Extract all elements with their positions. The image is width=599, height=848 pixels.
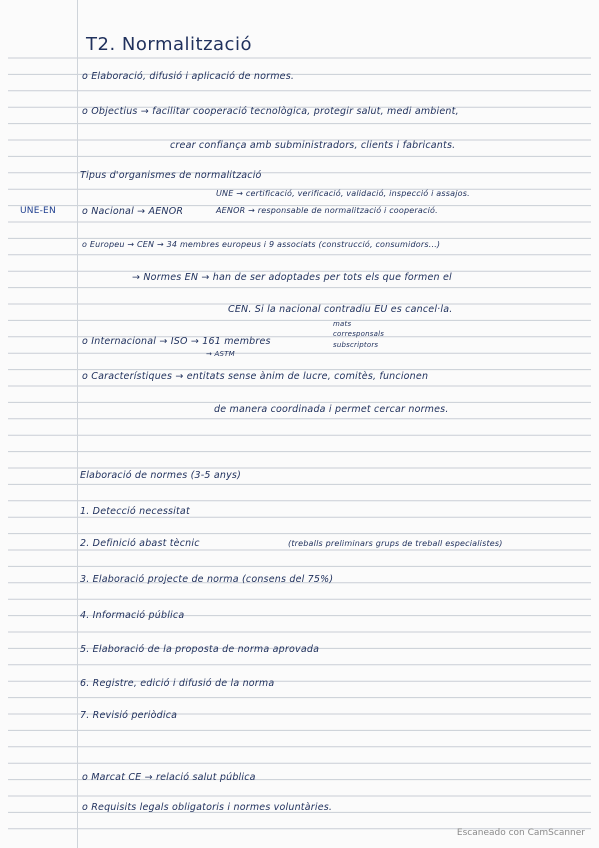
step-line: 6. Registre, edició i difusió de la norma xyxy=(80,678,275,689)
section-heading: Tipus d'organismes de normalització xyxy=(80,170,262,181)
note-line: UNE → certificació, verificació, validació, inspecció i assajos. xyxy=(216,189,470,198)
note-line: o Nacional → AENOR xyxy=(82,206,184,217)
step-line: 7. Revisió periòdica xyxy=(80,710,178,721)
note-line: (treballs preliminars grups de treball especialistes) xyxy=(288,539,503,548)
note-line: o Requisits legals obligatoris i normes voluntàries. xyxy=(82,802,333,813)
side-label: UNE-EN xyxy=(20,206,56,216)
scanner-watermark: Escaneado con CamScanner xyxy=(456,828,585,838)
note-line: o Objectius → facilitar cooperació tecnològica, protegir salut, medi ambient, xyxy=(82,106,459,117)
margin-line xyxy=(77,0,78,848)
note-line: AENOR → responsable de normalització i cooperació. xyxy=(216,206,438,215)
section-heading: Elaboració de normes (3-5 anys) xyxy=(80,470,241,481)
note-line: o Característiques → entitats sense ànim de lucre, comitès, funcionen xyxy=(82,371,429,382)
step-line: 4. Informació pública xyxy=(80,610,185,621)
page-title: T2. Normalització xyxy=(86,34,252,55)
note-line: → ASTM xyxy=(206,350,235,358)
note-line: corresponsals xyxy=(333,330,385,338)
note-line: o Marcat CE → relació salut pública xyxy=(82,772,256,783)
step-line: 5. Elaboració de la proposta de norma aprovada xyxy=(80,644,320,655)
step-line: 1. Detecció necessitat xyxy=(80,506,190,517)
step-line: 3. Elaboració projecte de norma (consens del 75%) xyxy=(80,574,334,585)
note-line: o Europeu → CEN → 34 membres europeus i 9 associats (construcció, consumidors...) xyxy=(82,240,441,249)
note-line: de manera coordinada i permet cercar normes. xyxy=(214,404,449,415)
note-line: mats xyxy=(333,320,352,328)
note-line: subscriptors xyxy=(333,341,379,349)
note-line: → Normes EN → han de ser adoptades per tots els que formen el xyxy=(132,272,452,283)
note-line: o Elaboració, difusió i aplicació de normes. xyxy=(82,71,295,82)
note-line: crear confiança amb subministradors, clients i fabricants. xyxy=(170,140,456,151)
step-line: 2. Definició abast tècnic xyxy=(80,538,200,549)
note-line: o Internacional → ISO → 161 membres xyxy=(82,336,271,347)
note-line: CEN. Si la nacional contradiu EU es cancel·la. xyxy=(228,304,453,315)
